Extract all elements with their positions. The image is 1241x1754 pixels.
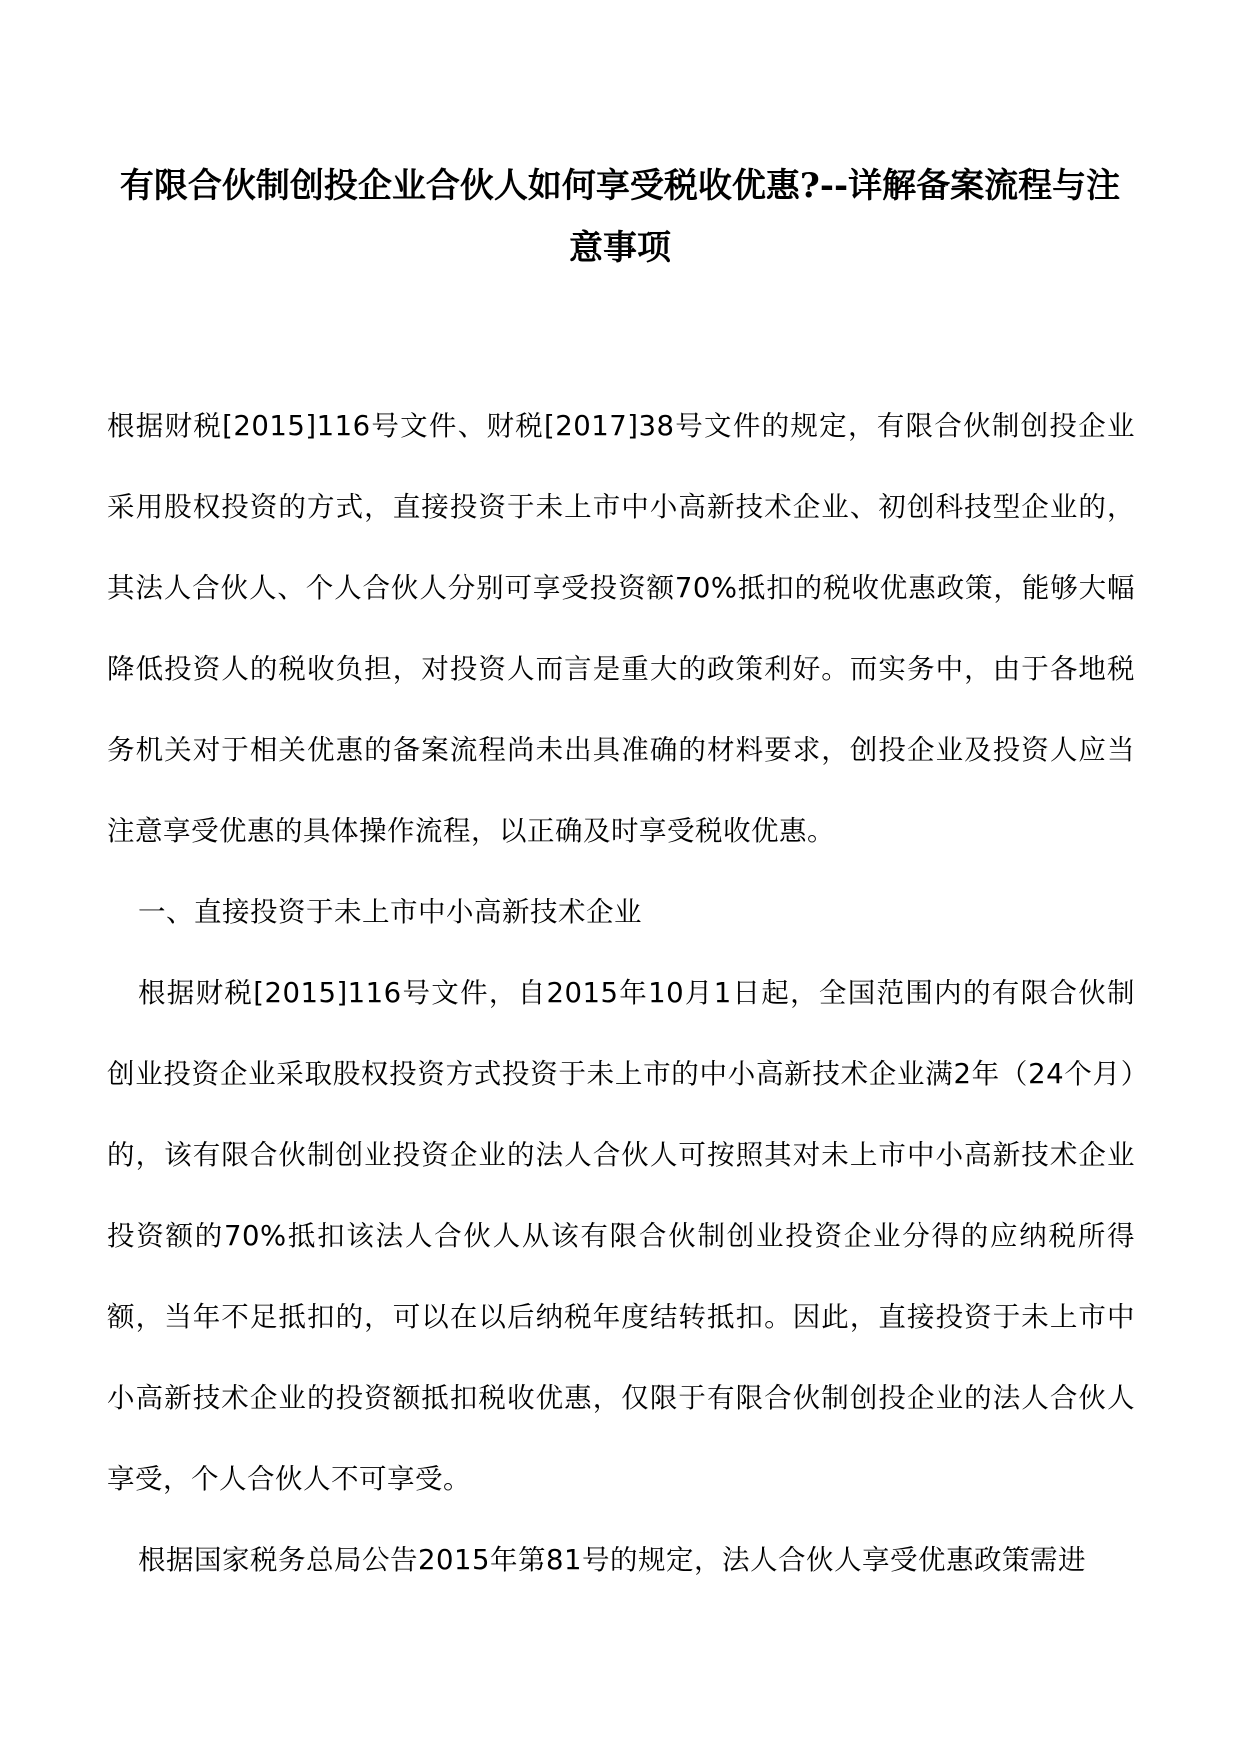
section-heading-1: 一、直接投资于未上市中小高新技术企业 xyxy=(138,896,642,928)
paragraph-announcement-81: 根据国家税务总局公告2015年第81号的规定，法人合伙人享受优惠政策需进 xyxy=(138,1544,1086,1576)
paragraph-intro: 根据财税[2015]116号文件、财税[2017]38号文件的规定，有限合伙制创投企业采用股权投资的方式，直接投资于未上市中小高新技术企业、初创科技型企业的，其法人合伙人、个人合伙人分别可享受投资额70%抵扣的税收优惠政策，能够大幅降低投资人的税收负担，对投资人而言是重大的政策利好。而实务中，由于各地税务机关对于相关优惠的备案流程尚未出具准确的材料要求，创投企业及投资人应当注意享受优惠的具体操作流程，以正确及时享受税收优惠。 xyxy=(107,410,1135,847)
document-title: 有限合伙制创投企业合伙人如何享受税收优惠?--详解备案流程与注意事项 xyxy=(119,166,1121,268)
paragraph-policy-116: 根据财税[2015]116号文件，自2015年10月1日起，全国范围内的有限合伙制创业投资企业采取股权投资方式投资于未上市的中小高新技术企业满2年（24个月）的，该有限合伙制创业投资企业的法人合伙人可按照其对未上市中小高新技术企业投资额的70%抵扣该法人合伙人从该有限合伙制创业投资企业分得的应纳税所得额，当年不足抵扣的，可以在以后纳税年度结转抵扣。因此，直接投资于未上市中小高新技术企业的投资额抵扣税收优惠，仅限于有限合伙制创投企业的法人合伙人享受，个人合伙人不可享受。 xyxy=(107,977,1135,1495)
